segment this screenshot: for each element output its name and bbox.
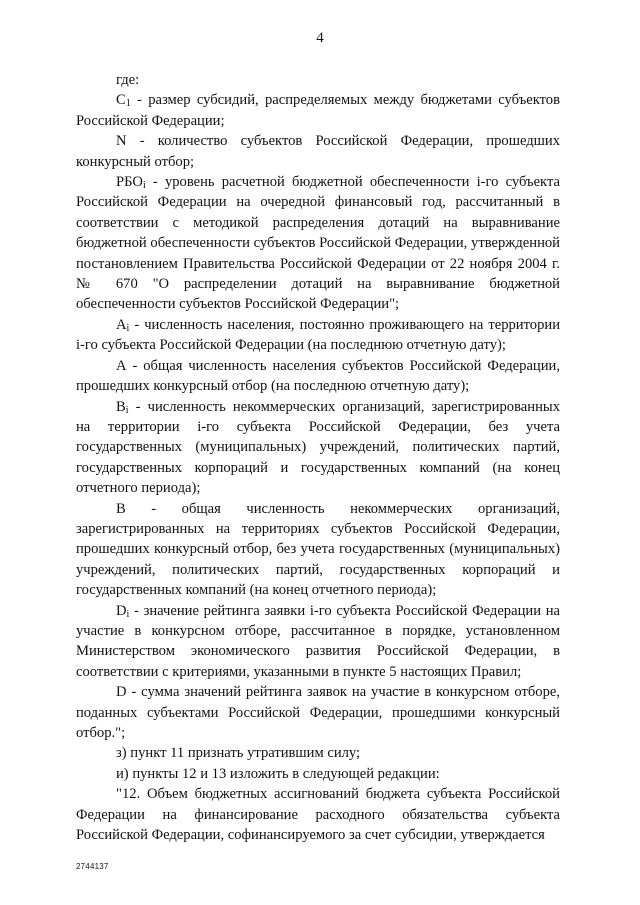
- document-code: 2744137: [76, 862, 109, 871]
- page-number: 4: [316, 30, 324, 46]
- paragraph-a: А - общая численность населения субъектов Российской Федерации, прошедших конкурсный отбор (на последнюю отчетную дату);: [76, 357, 560, 395]
- paragraph-where: где:: [116, 72, 140, 88]
- paragraph-ai: $А_i$ - численность населения, постоянно проживающего на территории i-го субъекта Российской Федерации (на последнюю отчетную дату);: [76, 316, 560, 354]
- paragraph-item-z: з) пункт 11 признать утратившим силу;: [116, 745, 361, 762]
- paragraph-n: N - количество субъектов Российской Федерации, прошедших конкурсный отбор;: [76, 133, 560, 170]
- paragraph-bi: $В_i$ - численность некоммерческих организаций, зарегистрированных на территории i-го субъекта Российской Федерации, без учета государственных (муниципальных) учреждений, политических партий, государственных корпораций и государственных компаний (на конец отчетного периода);: [76, 398, 560, 497]
- paragraph-item-i: и) пункты 12 и 13 изложить в следующей редакции:: [116, 765, 440, 782]
- paragraph-rbo: $РБО_i$ - уровень расчетной бюджетной обеспеченности i-го субъекта Российской Федерации на очередной финансовый год, рассчитанный в соответствии с методикой распределения дотаций на выравнивание бюджетной обеспеченности субъектов Российской Федерации, утвержденной постановлением Правительства Российской Федерации от 22 ноября 2004 г. № 670 "О распределении дотаций на выравнивание бюджетной обеспеченности субъектов Российской Федерации";: [76, 174, 560, 313]
- paragraph-di: $D_i$ - значение рейтинга заявки i-го субъекта Российской Федерации на участие в конкурсном отборе, рассчитанное в порядке, установленном Министерством экономического развития Российской Федерации, в соответствии с критериями, указанными в пункте 5 настоящих Правил;: [76, 602, 560, 680]
- paragraph-d: D - сумма значений рейтинга заявок на участие в конкурсном отборе, поданных субъектами Российской Федерации, прошедшими конкурсный отбор.";: [76, 684, 560, 741]
- paragraph-clause-12: "12. Объем бюджетных ассигнований бюджета субъекта Российской Федерации на финансирование расходного обязательства субъекта Российской Федерации, софинансируемого за счет субсидии, утверждается: [76, 786, 560, 844]
- paragraph-c1: $С_1$ - размер субсидий, распределяемых между бюджетами субъектов Российской Федерации;: [76, 92, 560, 129]
- paragraph-b: В - общая численность некоммерческих организаций, зарегистрированных на территориях субъектов Российской Федерации, прошедших конкурсный отбор, без учета государственных (муниципальных) учреждений, политических партий, государственных корпораций и государственных компаний (на конец отчетного периода);: [76, 500, 560, 599]
- document-body: [76, 70, 560, 845]
